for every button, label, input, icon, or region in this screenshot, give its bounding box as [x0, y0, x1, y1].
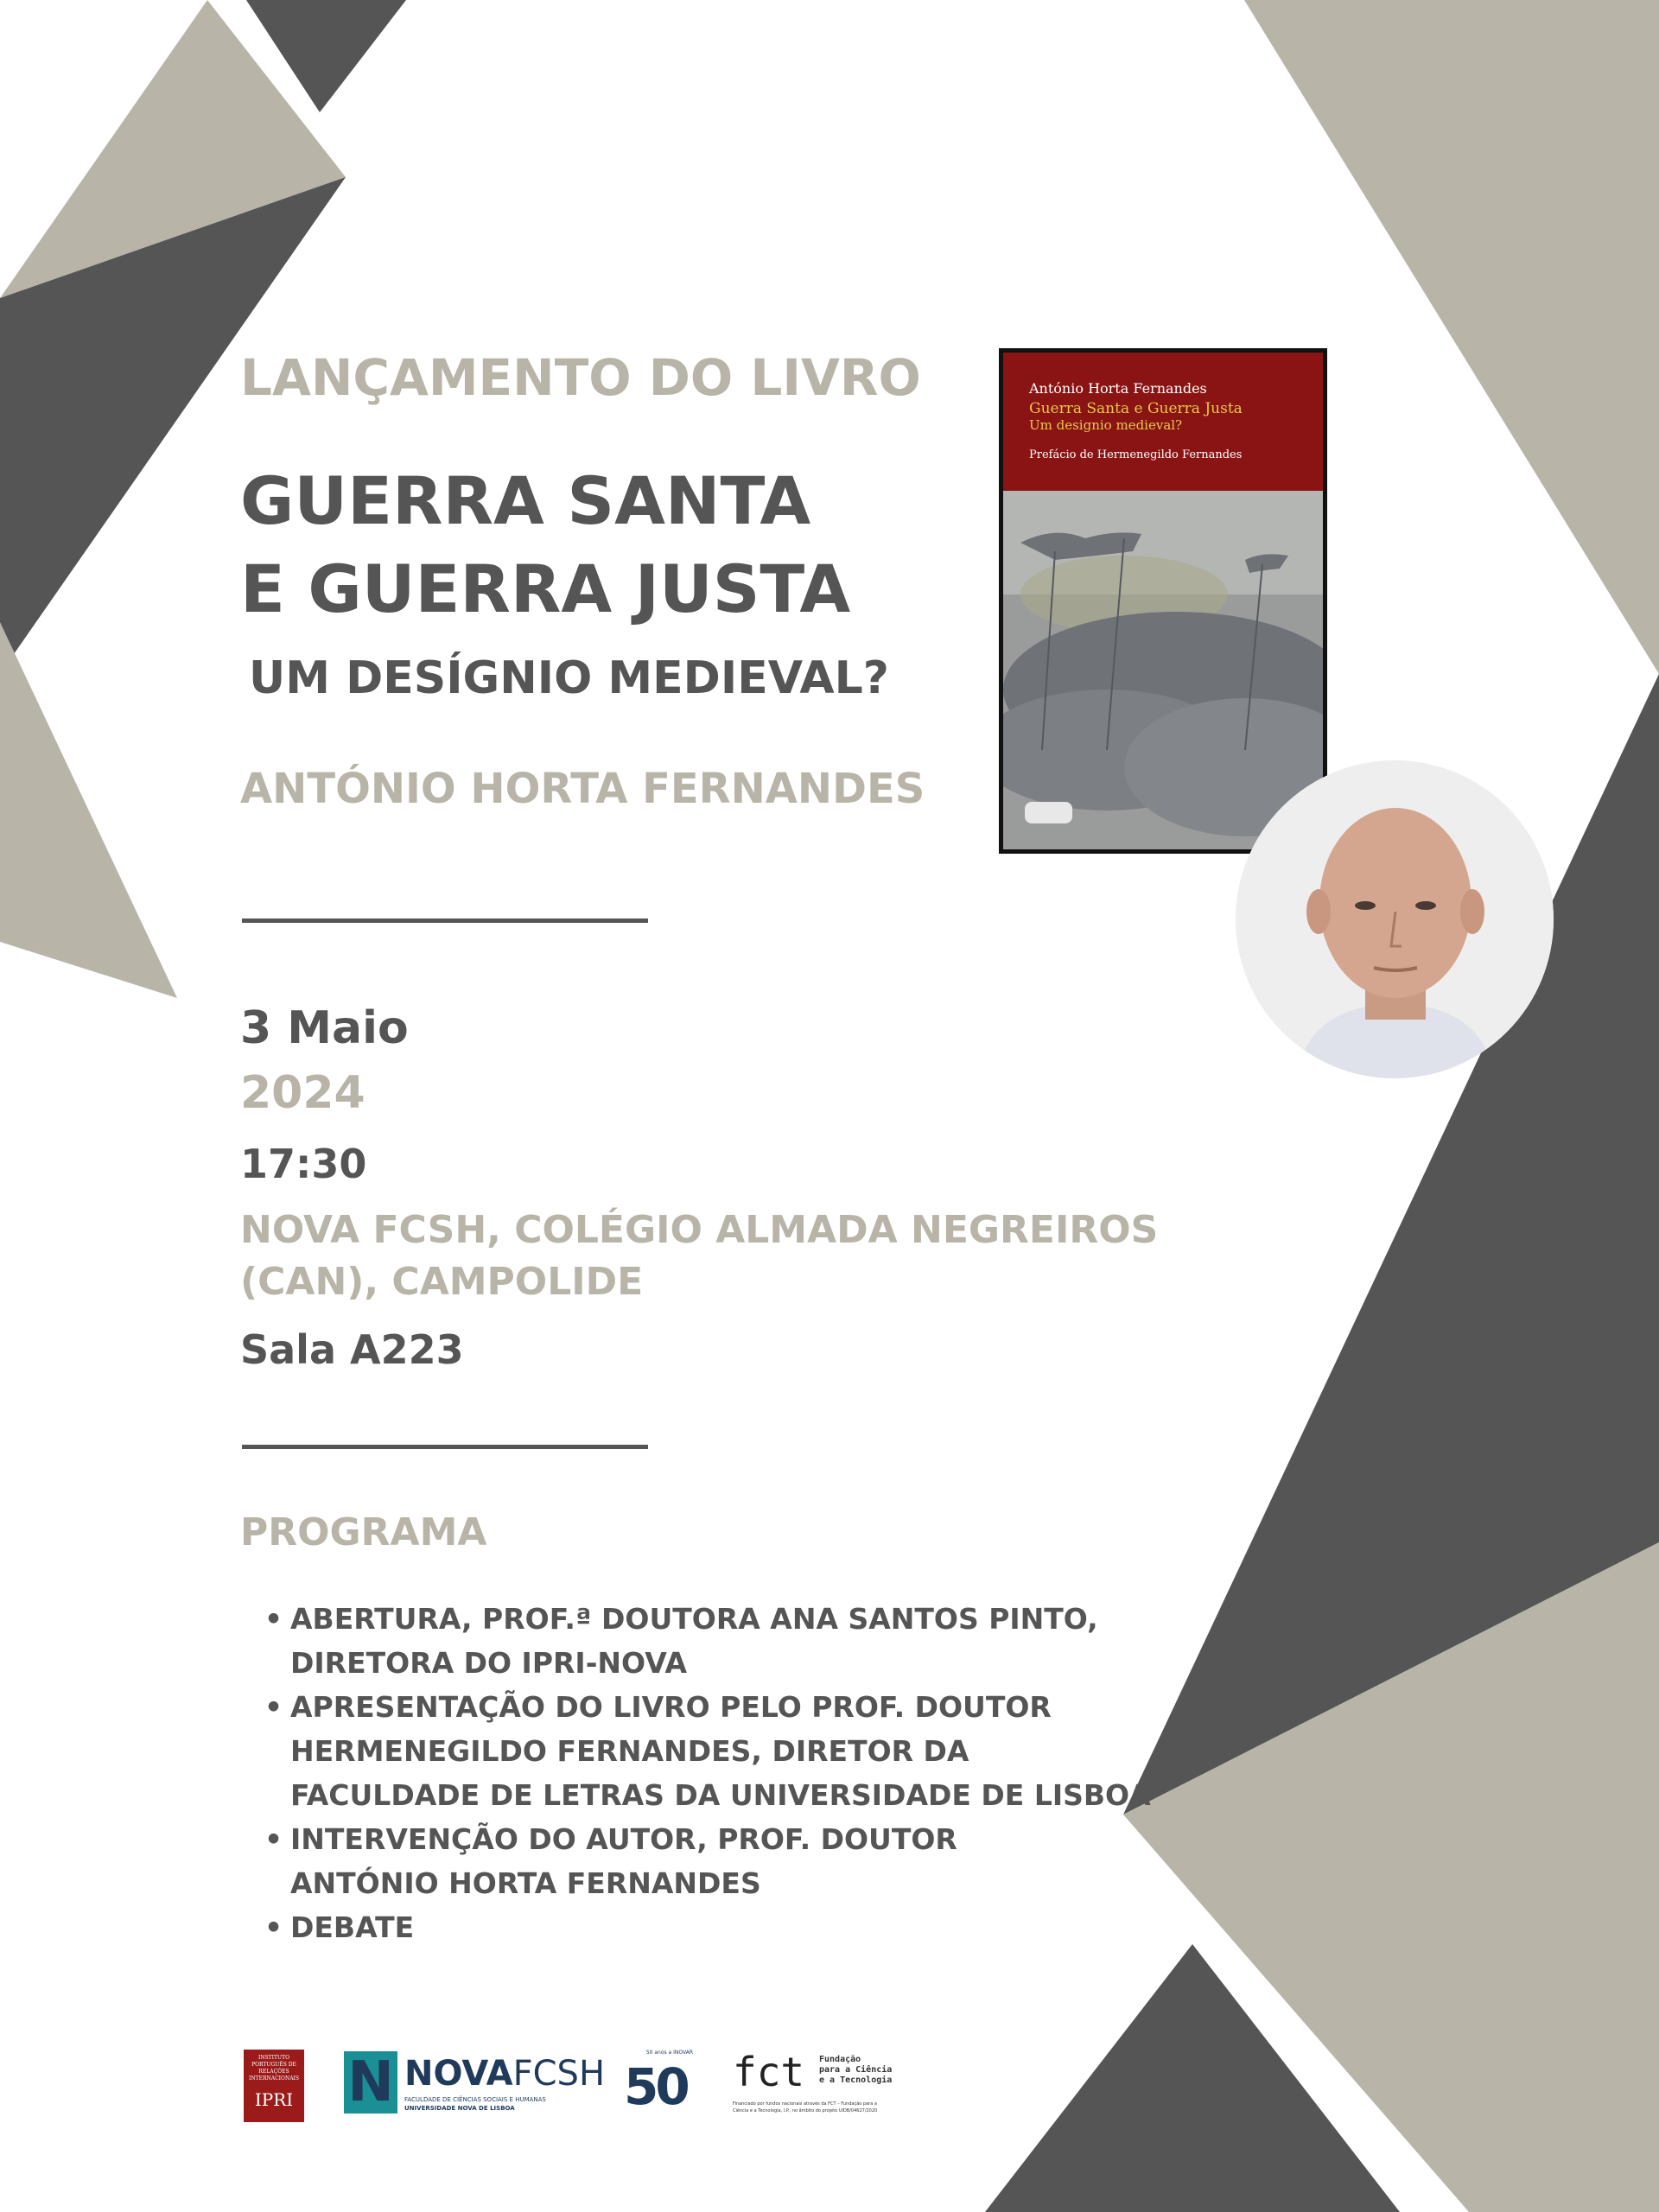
programa-list [259, 1597, 1210, 1949]
nova-fcsh-logo-sub2: UNIVERSIDADE NOVA DE LISBOA [404, 2105, 515, 2112]
author-name: ANTÓNIO HORTA FERNANDES [240, 765, 925, 813]
event-subtitle: UM DESÍGNIO MEDIEVAL? [249, 652, 889, 704]
book-cover-title: Guerra Santa e Guerra Justa [1029, 400, 1243, 417]
event-time: 17:30 [240, 1141, 367, 1187]
fifty-years-logo [624, 2050, 693, 2122]
fct-logo [733, 2050, 923, 2127]
book-cover-subtitle: Um designio medieval? [1029, 417, 1183, 433]
programa-heading: PROGRAMA [240, 1510, 487, 1554]
book-cover [999, 348, 1327, 854]
divider-line-top [242, 918, 648, 923]
programa-item-line: • ABERTURA, PROF.ª DOUTORA ANA SANTOS PINTO, [290, 1602, 1098, 1636]
programa-item [259, 1905, 1210, 1949]
event-venue-line2: (CAN), CAMPOLIDE [240, 1260, 644, 1304]
programa-item-line: • INTERVENÇÃO DO AUTOR, PROF. DOUTOR [290, 1822, 957, 1856]
book-cover-header [1003, 353, 1323, 491]
fct-logo-line3: e a Tecnologia [819, 2075, 893, 2085]
event-title-line2: E GUERRA JUSTA [240, 550, 851, 627]
fct-logo-text [819, 2055, 892, 2086]
fct-logo-line1: Fundação [819, 2055, 861, 2064]
event-year: 2024 [240, 1067, 365, 1119]
nova-fcsh-logo-name-b: FCSH [512, 2054, 606, 2094]
programa-item-line: DIRETORA DO IPRI-NOVA [290, 1646, 688, 1680]
programa-item-line: ANTÓNIO HORTA FERNANDES [290, 1866, 761, 1900]
nova-fcsh-logo [344, 2050, 606, 2122]
event-date: 3 Maio [240, 1002, 409, 1054]
ipri-logo [244, 2050, 304, 2122]
fct-logo-line2: para a Ciência [819, 2065, 893, 2075]
fct-logo-fine2: Ciência e a Tecnologia, I.P., no âmbito do projeto UIDB/04627/2020 [733, 2108, 878, 2113]
nova-fcsh-logo-name [404, 2055, 605, 2093]
ipri-logo-top-text: INSTITUTO PORTUGUÊS DE RELAÇÕES INTERNACIONAIS [248, 2055, 300, 2082]
fct-logo-mark: fct [733, 2049, 805, 2095]
programa-item [259, 1597, 1210, 1685]
programa-item [259, 1685, 1210, 1817]
kicker-heading: LANÇAMENTO DO LIVRO [240, 348, 921, 407]
fifty-years-logo-caption: 50 anos a INOVAR [645, 2050, 693, 2056]
author-portrait [1236, 760, 1554, 1078]
programa-item-line: HERMENEGILDO FERNANDES, DIRETOR DA [290, 1734, 969, 1768]
programa-item [259, 1817, 1210, 1905]
author-portrait-illustration [1236, 760, 1554, 1078]
book-cover-painting [1003, 491, 1323, 849]
divider-line-bottom [242, 1445, 648, 1449]
event-room: Sala A223 [240, 1326, 464, 1373]
fifty-years-logo-number: 50 [624, 2057, 687, 2116]
programa-item-line: • DEBATE [290, 1910, 415, 1944]
book-cover-preface: Prefácio de Hermenegildo Fernandes [1029, 448, 1243, 461]
nova-fcsh-logo-mark: N [344, 2051, 397, 2113]
fct-logo-fine1: Financiado por fundos nacionais através da FCT – Fundação para a [733, 2101, 877, 2107]
nova-fcsh-logo-name-a: NOVA [404, 2054, 513, 2094]
ipri-logo-mark: IPRI [254, 2089, 294, 2110]
bg-triangle-left-beige [0, 622, 177, 998]
event-title-line1: GUERRA SANTA [240, 462, 811, 539]
event-venue-line1: NOVA FCSH, COLÉGIO ALMADA NEGREIROS [240, 1208, 1159, 1252]
nova-fcsh-logo-sub1: FACULDADE DE CIÊNCIAS SOCIAIS E HUMANAS [404, 2096, 546, 2103]
programa-item-line: • APRESENTAÇÃO DO LIVRO PELO PROF. DOUTOR [290, 1690, 1052, 1724]
book-cover-author: António Horta Fernandes [1029, 380, 1207, 397]
programa-item-line: FACULDADE DE LETRAS DA UNIVERSIDADE DE LISBOA [290, 1778, 1151, 1812]
